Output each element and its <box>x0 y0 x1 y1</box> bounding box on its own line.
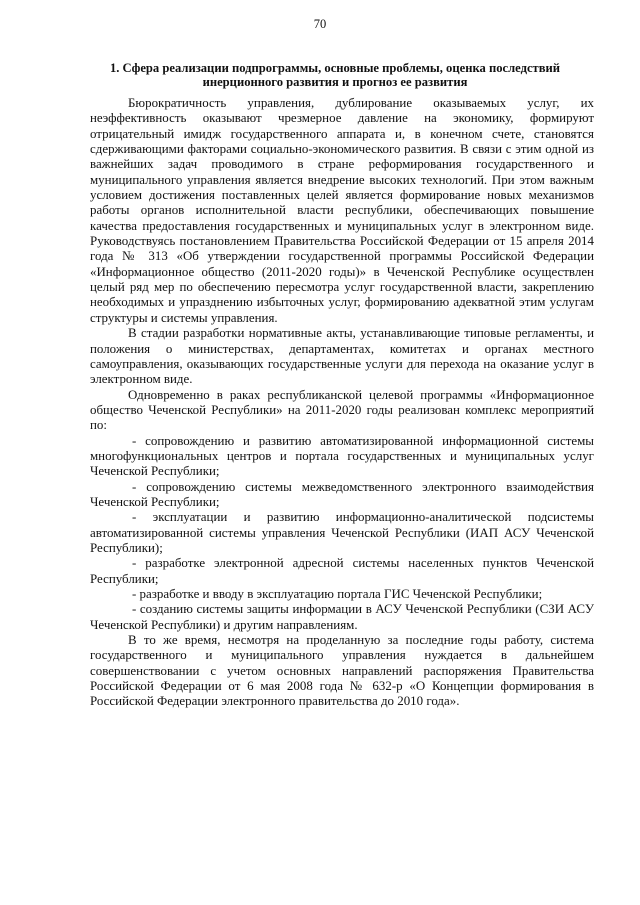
list-item: - эксплуатации и развитию информационно-аналитической подсистемы автоматизированной системы управления Чеченской Республики (ИАП АСУ Чеченской Республики); <box>90 509 594 555</box>
paragraph: В стадии разработки нормативные акты, устанавливающие типовые регламенты, и положения о министерствах, департаментах, комитетах и органах местного самоуправления, оказывающих государственные услуги для перехода на оказание услуг в электронном виде. <box>90 325 594 387</box>
paragraph: Одновременно в раках республиканской целевой программы «Информационное общество Чеченской Республики» на 2011-2020 годы реализован комплекс мероприятий по: <box>90 386 594 433</box>
list-item: - разработке электронной адресной системы населенных пунктов Чеченской Республики; <box>90 555 594 586</box>
page-number: 70 <box>313 17 327 31</box>
paragraph: В то же время, несмотря на проделанную за последние годы работу, система государственного и муниципального управления нуждается в дальнейшем совершенствовании с учетом основных направлений распоряжения Правительства Российской Федерации от 6 мая 2008 года № 632-р «О Концепции формирования в Российской Федерации электронного правительства до 2010 года». <box>90 632 594 709</box>
list-item: - созданию системы защиты информации в АСУ Чеченской Республики (СЗИ АСУ Чеченской Республики) и другим направлениям. <box>90 601 594 632</box>
paragraph: Бюрократичность управления, дублирование оказываемых услуг, их неэффективность оказывают чрезмерное давление на экономику, формируют отрицательный имидж государственного аппарата и, в конечном счете, становятся сдерживающими факторами социально-экономического развития. В связи с этим одной из важнейших задач проводимого в стране реформирования государственного и муниципального управления является внедрение высоких технологий. При этом важным условием достижения поставленных целей является формирование новых механизмов работы органов исполнительной власти республики, обеспечивающих повышение качества предоставления государственных и муниципальных услуг в электронном виде. Руководствуясь постановлением Правительства Российской Федерации от 15 апреля 2014 года № 313 «Об утверждении государственной программы Российской Федерации «Информационное общество (2011-2020 годы)» в Чеченской Республике осуществлен целый ряд мер по обеспечению пересмотра услуг государственной власти, закреплению необходимых и упразднению избыточных услуг, формированию адекватной этим услугам структуры и системы управления. <box>90 95 594 325</box>
section-heading: 1. Сфера реализации подпрограммы, основные проблемы, оценка последствий инерционного развития и прогноз ее развития <box>109 61 561 90</box>
list-item: - сопровождению системы межведомственного электронного взаимодействия Чеченской Республики; <box>90 478 594 509</box>
document-body <box>90 95 594 709</box>
list-item: - разработке и вводу в эксплуатацию портала ГИС Чеченской Республики; <box>132 586 543 601</box>
list-item: - сопровождению и развитию автоматизированной информационной системы многофункциональных центров и портала государственных и муниципальных услуг Чеченской Республики; <box>90 432 594 479</box>
